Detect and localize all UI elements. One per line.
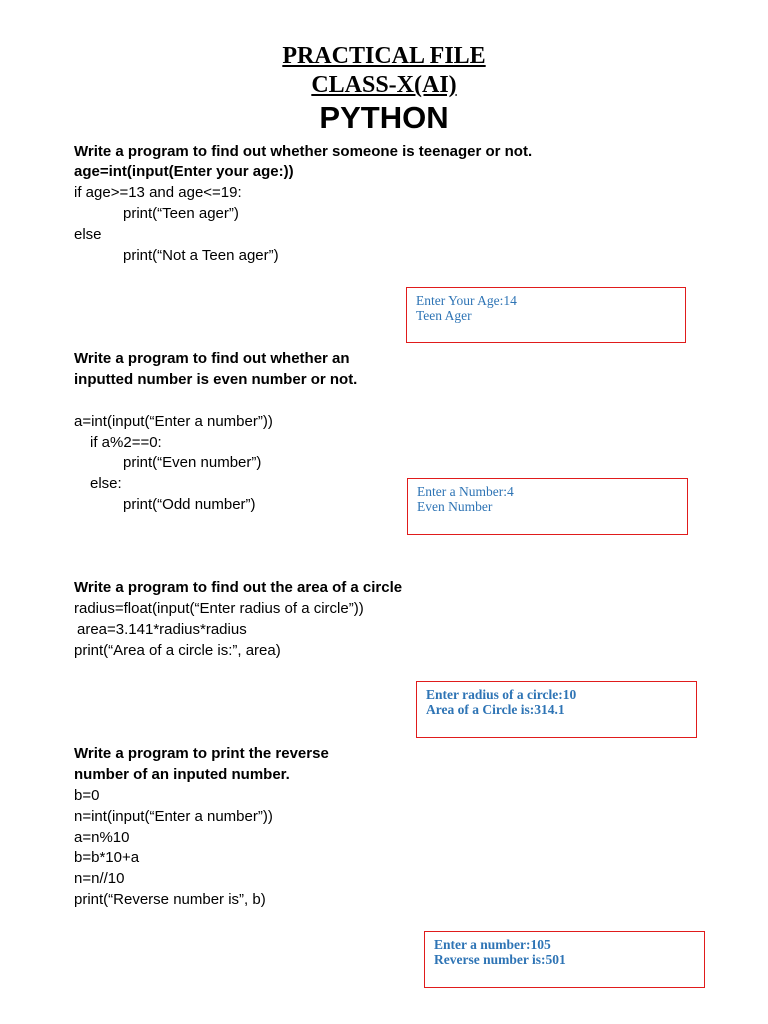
program-1-output-box (406, 287, 686, 343)
program-3-question: Write a program to find out the area of a circle (74, 579, 403, 596)
program-1-code-line: print(“Teen ager”) (123, 205, 239, 222)
program-4-code-line: a=n%10 (74, 829, 130, 846)
program-2-output-line: Enter a Number:4 (417, 484, 514, 499)
program-3-output-line: Enter radius of a circle:10 (426, 687, 577, 702)
document-subject: PYTHON (319, 100, 449, 135)
program-3-code-line: area=3.141*radius*radius (77, 621, 247, 638)
program-2-question: Write a program to find out whether an (74, 350, 350, 367)
program-4-question: Write a program to print the reverse (74, 745, 329, 762)
program-4-code-line: n=n//10 (74, 870, 125, 887)
program-4-output-box (424, 931, 705, 988)
program-1-code-line: else (74, 226, 102, 243)
program-4-output-line: Reverse number is:501 (434, 952, 566, 967)
program-2-question: inputted number is even number or not. (74, 371, 358, 388)
program-3-code-line: print(“Area of a circle is:”, area) (74, 642, 281, 659)
program-2-code-line: a=int(input(“Enter a number”)) (74, 413, 273, 430)
program-1-question: Write a program to find out whether someone is teenager or not. (74, 143, 533, 160)
program-1-output-line: Teen Ager (416, 308, 472, 323)
program-2-output-line: Even Number (417, 499, 493, 514)
program-1-code-line: age=int(input(Enter your age:)) (74, 163, 294, 180)
program-1-code-line: print(“Not a Teen ager”) (123, 247, 279, 264)
program-3-output-line: Area of a Circle is:314.1 (426, 702, 565, 717)
document-title: PRACTICAL FILE (282, 43, 486, 69)
program-4-code-line: b=b*10+a (74, 849, 140, 866)
program-4-output-line: Enter a number:105 (434, 937, 551, 952)
program-2-code-line: print(“Even number”) (123, 454, 262, 471)
document-class: CLASS-X(AI) (311, 72, 457, 98)
program-2-output-box (407, 478, 688, 535)
program-2-code-line: print(“Odd number”) (123, 496, 256, 513)
program-4-code-line: print(“Reverse number is”, b) (74, 891, 266, 908)
program-2-code-line: else: (90, 475, 122, 492)
program-1-output-line: Enter Your Age:14 (416, 293, 517, 308)
program-4-code-line: n=int(input(“Enter a number”)) (74, 808, 273, 825)
program-2-code-line: if a%2==0: (90, 434, 162, 451)
program-4-question: number of an inputed number. (74, 766, 290, 783)
program-3-output-box (416, 681, 697, 738)
program-3-code-line: radius=float(input(“Enter radius of a circle”)) (74, 600, 364, 617)
program-1-code-line: if age>=13 and age<=19: (74, 184, 242, 201)
program-4-code-line: b=0 (74, 787, 100, 804)
